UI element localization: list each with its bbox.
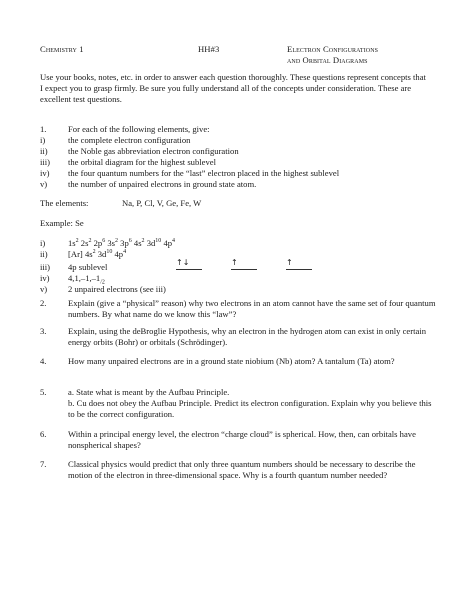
question-number: 3. <box>40 326 47 336</box>
part-numeral: iii) <box>40 157 51 167</box>
question-text <box>68 387 440 420</box>
example-numeral: v) <box>40 284 48 294</box>
elements-list: Na, P, Cl, V, Ge, Fe, W <box>122 198 202 208</box>
orbital-box: ↑↓ <box>176 258 202 270</box>
part-numeral: iv) <box>40 168 50 178</box>
course-name: Chemistry 1 <box>40 44 84 54</box>
worksheet-header <box>40 44 440 68</box>
instructions-text: Use your books, notes, etc. in order to answer each question thoroughly. These questions represent concepts that I expect you to grasp firmly. Be sure you fully understand all of the concepts under consideration. These are excellent test questions. <box>40 72 426 104</box>
full-configuration: $1s^2$ $2s^2$ $2p^6$ $3s^2$ $3p^6$ $4s^2$ $3d^{10}$ $4p^4$ <box>68 238 176 248</box>
assignment-code: HH#3 <box>198 44 220 54</box>
question-number: 7. <box>40 459 47 469</box>
topic-title <box>287 44 378 66</box>
question-text <box>68 298 440 320</box>
topic-title-line2: and Orbital Diagrams <box>287 55 368 65</box>
question-number: 6. <box>40 429 47 439</box>
example-numeral: iii) <box>40 262 51 272</box>
topic-title-line1: Electron Configurations <box>287 44 379 54</box>
question-text: For each of the following elements, give: <box>68 124 210 134</box>
quantum-numbers-fraction: /2 <box>100 279 105 286</box>
instructions-paragraph <box>40 72 430 105</box>
question-line: Explain, using the deBroglie Hypothesis, why an electron in the hydrogen atom can exist in only certain energy orbits (Bohr) or orbitals (Schrödinger). <box>68 326 426 347</box>
question-line: Within a principal energy level, the electron “charge cloud” is spherical. How, then, can orbitals have nonspherical shapes? <box>68 429 416 450</box>
question-number: 2. <box>40 298 47 308</box>
example-label: Example: Se <box>40 218 84 228</box>
part-text: the orbital diagram for the highest sublevel <box>68 157 216 167</box>
orbital-box: ↑ <box>286 258 312 270</box>
quantum-numbers <box>68 273 105 284</box>
question-line: How many unpaired electrons are in a ground state niobium (Nb) atom? A tantalum (Ta) atom? <box>68 356 395 366</box>
question-line: Classical physics would predict that only three quantum numbers should be necessary to describe the motion of the electron in three-dimensional space. Why is a fourth quantum number needed? <box>68 459 416 480</box>
question-line: b. Cu does not obey the Aufbau Principle. Predict its electron configuration. Explain why you believe this to be the correct configuration. <box>68 398 432 419</box>
question-number: 4. <box>40 356 47 366</box>
noble-gas-configuration: [Ar] $4s^2$ $3d^{10}$ $4p^4$ <box>68 249 127 259</box>
part-numeral: ii) <box>40 146 48 156</box>
question-line: a. State what is meant by the Aufbau Principle. <box>68 387 230 397</box>
question-number: 1. <box>40 124 47 134</box>
part-numeral: v) <box>40 179 48 189</box>
example-numeral: iv) <box>40 273 50 283</box>
question-text <box>68 459 440 481</box>
unpaired-count: 2 unpaired electrons (see iii) <box>68 284 166 294</box>
part-text: the four quantum numbers for the “last” electron placed in the highest sublevel <box>68 168 340 178</box>
part-text: the Noble gas abbreviation electron configuration <box>68 146 239 156</box>
example-numeral: ii) <box>40 249 48 259</box>
question-text <box>68 356 440 367</box>
quantum-numbers-text: 4,1,–1,–1 <box>68 273 101 283</box>
question-line: Explain (give a “physical” reason) why two electrons in an atom cannot have the same set of four quantum numbers. By what name do we know this “law”? <box>68 298 436 319</box>
example-numeral: i) <box>40 238 46 248</box>
orbital-diagram <box>176 258 316 272</box>
part-text: the complete electron configuration <box>68 135 191 145</box>
elements-label: The elements: <box>40 198 89 208</box>
question-number: 5. <box>40 387 47 397</box>
part-text: the number of unpaired electrons in ground state atom. <box>68 179 257 189</box>
question-text <box>68 429 440 451</box>
sublevel-label: 4p sublevel <box>68 262 108 272</box>
orbital-box: ↑ <box>231 258 257 270</box>
part-numeral: i) <box>40 135 46 145</box>
question-text <box>68 326 440 348</box>
